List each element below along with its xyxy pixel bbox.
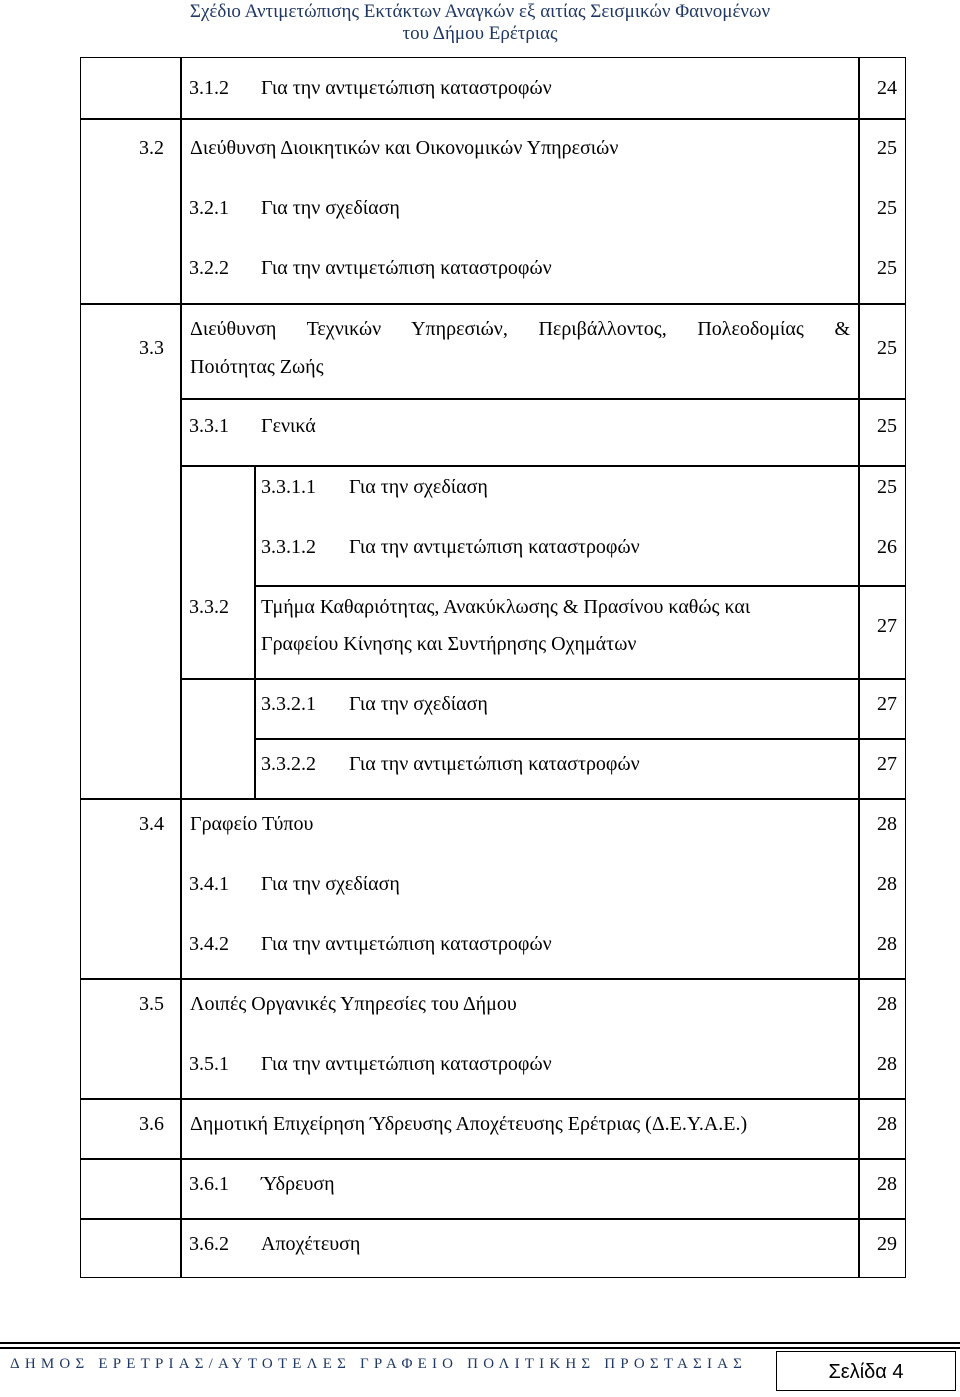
row-separator xyxy=(81,798,905,800)
toc-title: Για την σχεδίαση xyxy=(349,693,488,715)
row-separator xyxy=(81,118,905,120)
toc-number: 3.2 xyxy=(139,137,164,159)
toc-title-line2: Ποιότητας Ζωής xyxy=(190,356,324,378)
toc-number: 3.4 xyxy=(139,813,164,835)
toc-title: Λοιπές Οργανικές Υπηρεσίες του Δήμου xyxy=(190,993,517,1015)
toc-title: Ύδρευση xyxy=(261,1173,335,1195)
toc-page-number: 25 xyxy=(877,197,897,219)
toc-title: Γραφείο Τύπου xyxy=(190,813,314,835)
toc-title: Για την αντιμετώπιση καταστροφών xyxy=(261,1053,552,1075)
toc-number: 3.3.2.1 xyxy=(261,693,316,715)
toc-number: 3.3.1.2 xyxy=(261,536,316,558)
toc-indent-line-1 xyxy=(180,58,182,1277)
toc-page-number: 27 xyxy=(877,753,897,775)
toc-title: Για την αντιμετώπιση καταστροφών xyxy=(349,536,640,558)
row-separator xyxy=(81,978,905,980)
row-separator xyxy=(180,465,905,467)
toc-number: 3.3.2.2 xyxy=(261,753,316,775)
row-separator xyxy=(81,1158,905,1160)
toc-title: Για την σχεδίαση xyxy=(261,197,400,219)
toc-page-number: 26 xyxy=(877,536,897,558)
toc-title: Για την αντιμετώπιση καταστροφών xyxy=(261,257,552,279)
header-title-line1: Σχέδιο Αντιμετώπισης Εκτάκτων Αναγκών εξ αιτίας Σεισμικών Φαινομένων xyxy=(189,1,771,22)
toc-number: 3.6.1 xyxy=(189,1173,229,1195)
toc-page-number: 28 xyxy=(877,933,897,955)
toc-number: 3.3.1 xyxy=(189,415,229,437)
header-title-line2: του Δήμου Ερέτριας xyxy=(402,23,558,44)
row-separator xyxy=(254,585,905,587)
toc-page-number: 25 xyxy=(877,137,897,159)
toc-number: 3.2.2 xyxy=(189,257,229,279)
table-of-contents xyxy=(80,57,906,1278)
toc-number: 3.3.2 xyxy=(189,596,229,618)
toc-number: 3.2.1 xyxy=(189,197,229,219)
toc-title-line1: Διεύθυνση Τεχνικών Υπηρεσιών, Περιβάλλοντος, Πολεοδομίας & xyxy=(190,318,850,340)
row-separator xyxy=(81,303,905,305)
toc-page-number: 25 xyxy=(877,476,897,498)
footer-rule xyxy=(0,1347,960,1349)
toc-page-number: 28 xyxy=(877,1053,897,1075)
toc-page-number: 28 xyxy=(877,993,897,1015)
toc-page-number: 25 xyxy=(877,257,897,279)
toc-number: 3.5.1 xyxy=(189,1053,229,1075)
toc-page-number: 29 xyxy=(877,1233,897,1255)
toc-number: 3.5 xyxy=(139,993,164,1015)
row-separator xyxy=(180,398,905,400)
footer-rule xyxy=(0,1342,960,1344)
toc-number: 3.1.2 xyxy=(189,77,229,99)
toc-title: Δημοτική Επιχείρηση Ύδρευσης Αποχέτευσης Ερέτριας (Δ.Ε.Υ.Α.Ε.) xyxy=(190,1113,748,1135)
toc-title: Αποχέτευση xyxy=(261,1233,361,1255)
toc-title: Για την αντιμετώπιση καταστροφών xyxy=(349,753,640,775)
row-separator xyxy=(254,738,905,740)
toc-number: 3.6.2 xyxy=(189,1233,229,1255)
toc-page-number: 28 xyxy=(877,813,897,835)
toc-page-number: 28 xyxy=(877,873,897,895)
toc-number: 3.4.1 xyxy=(189,873,229,895)
toc-number: 3.3.1.1 xyxy=(261,476,316,498)
toc-title: Για την αντιμετώπιση καταστροφών xyxy=(261,933,552,955)
toc-title: Γενικά xyxy=(261,415,316,437)
toc-page-column-line xyxy=(858,58,860,1277)
row-separator xyxy=(81,1098,905,1100)
toc-title-line2: Γραφείου Κίνησης και Συντήρησης Οχημάτων xyxy=(261,633,637,655)
toc-title: Διεύθυνση Διοικητικών και Οικονομικών Υπηρεσιών xyxy=(190,137,619,159)
toc-page-number: 28 xyxy=(877,1173,897,1195)
toc-number: 3.4.2 xyxy=(189,933,229,955)
toc-page-number: 25 xyxy=(877,337,897,359)
row-separator xyxy=(180,678,905,680)
toc-indent-line-2 xyxy=(254,465,256,798)
toc-page-number: 27 xyxy=(877,693,897,715)
toc-title-line1: Τμήμα Καθαριότητας, Ανακύκλωσης & Πρασίνου καθώς και xyxy=(261,596,751,618)
toc-title: Για την σχεδίαση xyxy=(261,873,400,895)
footer-page-number: Σελίδα 4 xyxy=(776,1351,956,1391)
toc-title: Για την σχεδίαση xyxy=(349,476,488,498)
toc-number: 3.3 xyxy=(139,337,164,359)
row-separator xyxy=(81,1218,905,1220)
toc-page-number: 28 xyxy=(877,1113,897,1135)
toc-number: 3.6 xyxy=(139,1113,164,1135)
toc-page-number: 24 xyxy=(877,77,897,99)
footer-organization: ΔΗΜΟΣ ΕΡΕΤΡΙΑΣ/ΑΥΤΟΤΕΛΕΣ ΓΡΑΦΕΙΟ ΠΟΛΙΤΙΚΗΣ ΠΡΟΣΤΑΣΙΑΣ xyxy=(10,1356,748,1372)
toc-page-number: 27 xyxy=(877,615,897,637)
toc-title: Για την αντιμετώπιση καταστροφών xyxy=(261,77,552,99)
toc-page-number: 25 xyxy=(877,415,897,437)
